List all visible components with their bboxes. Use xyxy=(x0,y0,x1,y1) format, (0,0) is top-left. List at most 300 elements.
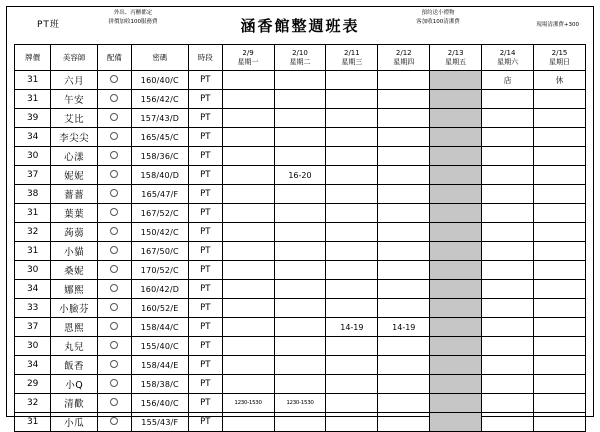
cell-day-2[interactable] xyxy=(326,280,378,299)
cell-day-1[interactable] xyxy=(274,299,326,318)
circle-icon xyxy=(110,113,118,121)
cell-price: 30 xyxy=(15,147,51,166)
cell-price: 33 xyxy=(15,299,51,318)
cell-shift: PT xyxy=(188,185,222,204)
cell-equipment xyxy=(98,109,132,128)
col-header-equip: 配備 xyxy=(98,45,132,71)
cell-price: 29 xyxy=(15,375,51,394)
cell-day-6[interactable] xyxy=(534,166,586,185)
cell-day-6[interactable] xyxy=(534,147,586,166)
cell-day-6[interactable] xyxy=(534,261,586,280)
cell-day-0[interactable] xyxy=(222,356,274,375)
table-row[interactable] xyxy=(15,185,586,204)
cell-day-0[interactable] xyxy=(222,261,274,280)
cell-day-4[interactable] xyxy=(430,223,482,242)
cell-price: 31 xyxy=(15,204,51,223)
cell-name: 桑妮 xyxy=(51,261,98,280)
cell-day-3[interactable] xyxy=(378,375,430,394)
circle-icon xyxy=(110,132,118,140)
cell-password: 157/43/D xyxy=(131,109,188,128)
circle-icon xyxy=(110,151,118,159)
cell-shift: PT xyxy=(188,223,222,242)
cell-name: 薔薔 xyxy=(51,185,98,204)
table-row[interactable] xyxy=(15,109,586,128)
cell-day-6[interactable] xyxy=(534,128,586,147)
cell-day-6[interactable] xyxy=(534,280,586,299)
circle-icon xyxy=(110,170,118,178)
cell-day-4[interactable] xyxy=(430,394,482,413)
cell-day-1[interactable] xyxy=(274,337,326,356)
cell-name: 恩熙 xyxy=(51,318,98,337)
header-left-label: PT班 xyxy=(37,20,60,30)
table-row[interactable] xyxy=(15,71,586,90)
col-header-day-5 xyxy=(482,45,534,71)
cell-day-5[interactable] xyxy=(482,394,534,413)
col-header-day-6 xyxy=(534,45,586,71)
header-note-far-right: 現場清潔費+300 xyxy=(536,22,579,28)
cell-day-4[interactable] xyxy=(430,299,482,318)
cell-day-5[interactable] xyxy=(482,280,534,299)
cell-password: 150/42/C xyxy=(131,223,188,242)
cell-day-4[interactable] xyxy=(430,242,482,261)
cell-name: 心漾 xyxy=(51,147,98,166)
table-row[interactable] xyxy=(15,280,586,299)
cell-price: 37 xyxy=(15,166,51,185)
cell-name: 艾比 xyxy=(51,109,98,128)
cell-day-4[interactable] xyxy=(430,71,482,90)
cell-price: 38 xyxy=(15,185,51,204)
cell-name: 清歡 xyxy=(51,394,98,413)
cell-equipment xyxy=(98,375,132,394)
cell-price: 32 xyxy=(15,394,51,413)
cell-day-4[interactable] xyxy=(430,204,482,223)
cell-shift: PT xyxy=(188,90,222,109)
cell-password: 167/52/C xyxy=(131,204,188,223)
cell-day-3[interactable] xyxy=(378,356,430,375)
cell-equipment xyxy=(98,394,132,413)
cell-equipment xyxy=(98,185,132,204)
table-row[interactable] xyxy=(15,318,586,337)
schedule-table xyxy=(14,44,586,432)
cell-day-3[interactable] xyxy=(378,394,430,413)
cell-day-3[interactable] xyxy=(378,109,430,128)
cell-shift: PT xyxy=(188,147,222,166)
cell-day-3[interactable] xyxy=(378,128,430,147)
cell-day-4[interactable] xyxy=(430,185,482,204)
cell-day-0[interactable] xyxy=(222,337,274,356)
cell-day-1[interactable] xyxy=(274,204,326,223)
col-header-day-4 xyxy=(430,45,482,71)
cell-day-4[interactable] xyxy=(430,280,482,299)
cell-equipment xyxy=(98,223,132,242)
circle-icon xyxy=(110,417,118,425)
cell-name: 娜熙 xyxy=(51,280,98,299)
day-weekday-5: 星期六 xyxy=(497,57,519,66)
cell-day-1[interactable] xyxy=(274,128,326,147)
day-date-6: 2/15 xyxy=(551,48,568,57)
cell-day-5[interactable] xyxy=(482,261,534,280)
col-header-day-0 xyxy=(222,45,274,71)
table-head xyxy=(15,45,586,71)
header-note-right: 預約送小禮物 客加收100清潔費 xyxy=(416,10,460,25)
cell-day-4[interactable] xyxy=(430,318,482,337)
cell-equipment xyxy=(98,337,132,356)
cell-day-4[interactable] xyxy=(430,261,482,280)
cell-day-3[interactable] xyxy=(378,280,430,299)
table-body xyxy=(15,71,586,432)
cell-price: 34 xyxy=(15,280,51,299)
cell-price: 34 xyxy=(15,128,51,147)
cell-equipment xyxy=(98,280,132,299)
cell-equipment xyxy=(98,90,132,109)
cell-name: 小Q xyxy=(51,375,98,394)
cell-day-3[interactable]: 14-19 xyxy=(378,318,430,337)
cell-day-5[interactable] xyxy=(482,223,534,242)
cell-day-0[interactable] xyxy=(222,90,274,109)
cell-day-3[interactable] xyxy=(378,261,430,280)
cell-name: 蒟蒻 xyxy=(51,223,98,242)
circle-icon xyxy=(110,379,118,387)
table-row[interactable] xyxy=(15,166,586,185)
cell-equipment xyxy=(98,128,132,147)
cell-day-5[interactable] xyxy=(482,337,534,356)
cell-day-2[interactable] xyxy=(326,299,378,318)
cell-day-5[interactable] xyxy=(482,166,534,185)
cell-day-2[interactable] xyxy=(326,90,378,109)
cell-day-2[interactable] xyxy=(326,223,378,242)
circle-icon xyxy=(110,303,118,311)
cell-day-6[interactable] xyxy=(534,109,586,128)
cell-password: 158/44/E xyxy=(131,356,188,375)
cell-price: 31 xyxy=(15,242,51,261)
cell-shift: PT xyxy=(188,299,222,318)
cell-day-3[interactable] xyxy=(378,71,430,90)
cell-day-0[interactable] xyxy=(222,318,274,337)
cell-day-2[interactable] xyxy=(326,261,378,280)
page-title: 涵香館整週班表 xyxy=(240,17,360,35)
circle-icon xyxy=(110,360,118,368)
cell-password: 160/52/E xyxy=(131,299,188,318)
cell-day-0[interactable] xyxy=(222,128,274,147)
cell-day-3[interactable] xyxy=(378,90,430,109)
cell-day-1[interactable] xyxy=(274,71,326,90)
cell-equipment xyxy=(98,147,132,166)
cell-day-3[interactable] xyxy=(378,185,430,204)
cell-name: 六月 xyxy=(51,71,98,90)
day-weekday-6: 星期日 xyxy=(549,57,571,66)
cell-day-6[interactable] xyxy=(534,375,586,394)
day-weekday-4: 星期五 xyxy=(445,57,467,66)
cell-day-6[interactable] xyxy=(534,394,586,413)
day-weekday-0: 星期一 xyxy=(237,57,259,66)
cell-equipment xyxy=(98,261,132,280)
cell-day-2[interactable] xyxy=(326,204,378,223)
cell-day-6[interactable] xyxy=(534,413,586,432)
cell-day-5[interactable] xyxy=(482,185,534,204)
cell-password: 160/40/C xyxy=(131,71,188,90)
cell-day-6[interactable] xyxy=(534,204,586,223)
cell-password: 155/43/F xyxy=(131,413,188,432)
cell-name: 李尖尖 xyxy=(51,128,98,147)
cell-day-2[interactable] xyxy=(326,128,378,147)
cell-price: 39 xyxy=(15,109,51,128)
cell-day-1[interactable] xyxy=(274,90,326,109)
day-date-3: 2/12 xyxy=(395,48,412,57)
cell-day-3[interactable] xyxy=(378,413,430,432)
cell-day-4[interactable] xyxy=(430,375,482,394)
cell-day-6[interactable] xyxy=(534,356,586,375)
cell-shift: PT xyxy=(188,166,222,185)
cell-shift: PT xyxy=(188,242,222,261)
circle-icon xyxy=(110,189,118,197)
table-row[interactable] xyxy=(15,147,586,166)
day-date-4: 2/13 xyxy=(447,48,464,57)
table-row[interactable] xyxy=(15,375,586,394)
cell-password: 155/40/C xyxy=(131,337,188,356)
cell-day-0[interactable] xyxy=(222,204,274,223)
cell-shift: PT xyxy=(188,318,222,337)
cell-day-3[interactable] xyxy=(378,166,430,185)
cell-day-6[interactable] xyxy=(534,223,586,242)
cell-day-4[interactable] xyxy=(430,109,482,128)
cell-shift: PT xyxy=(188,413,222,432)
cell-day-5[interactable] xyxy=(482,413,534,432)
day-date-2: 2/11 xyxy=(343,48,360,57)
cell-day-0[interactable] xyxy=(222,280,274,299)
cell-day-6[interactable] xyxy=(534,299,586,318)
cell-day-2[interactable] xyxy=(326,413,378,432)
cell-password: 156/40/C xyxy=(131,394,188,413)
circle-icon xyxy=(110,246,118,254)
cell-day-6[interactable] xyxy=(534,90,586,109)
cell-day-6[interactable] xyxy=(534,242,586,261)
cell-day-0[interactable] xyxy=(222,109,274,128)
cell-day-0[interactable] xyxy=(222,223,274,242)
cell-price: 30 xyxy=(15,337,51,356)
table-row[interactable] xyxy=(15,413,586,432)
day-weekday-3: 星期四 xyxy=(393,57,415,66)
cell-day-2[interactable] xyxy=(326,147,378,166)
cell-day-3[interactable] xyxy=(378,337,430,356)
table-row[interactable] xyxy=(15,356,586,375)
cell-day-1[interactable] xyxy=(274,356,326,375)
cell-name: 葉葉 xyxy=(51,204,98,223)
cell-day-5[interactable] xyxy=(482,318,534,337)
cell-day-1[interactable] xyxy=(274,261,326,280)
cell-price: 34 xyxy=(15,356,51,375)
cell-password: 158/36/C xyxy=(131,147,188,166)
cell-shift: PT xyxy=(188,356,222,375)
cell-day-3[interactable] xyxy=(378,204,430,223)
cell-password: 160/42/D xyxy=(131,280,188,299)
cell-day-2[interactable] xyxy=(326,375,378,394)
document-header xyxy=(7,7,593,43)
cell-name: 小貓 xyxy=(51,242,98,261)
col-header-shift: 時段 xyxy=(188,45,222,71)
table-row[interactable] xyxy=(15,337,586,356)
cell-day-6[interactable] xyxy=(534,337,586,356)
cell-equipment xyxy=(98,166,132,185)
cell-day-0[interactable] xyxy=(222,166,274,185)
day-date-0: 2/9 xyxy=(242,48,254,57)
cell-day-5[interactable]: 店 xyxy=(482,71,534,90)
cell-equipment xyxy=(98,71,132,90)
cell-equipment xyxy=(98,413,132,432)
circle-icon xyxy=(110,227,118,235)
cell-name: 小臉芬 xyxy=(51,299,98,318)
cell-day-0[interactable] xyxy=(222,413,274,432)
cell-day-1[interactable] xyxy=(274,109,326,128)
cell-day-5[interactable] xyxy=(482,90,534,109)
circle-icon xyxy=(110,94,118,102)
circle-icon xyxy=(110,265,118,273)
cell-day-4[interactable] xyxy=(430,356,482,375)
table-row[interactable] xyxy=(15,223,586,242)
cell-shift: PT xyxy=(188,109,222,128)
table-row[interactable] xyxy=(15,204,586,223)
cell-day-1[interactable] xyxy=(274,242,326,261)
cell-day-6[interactable] xyxy=(534,185,586,204)
cell-day-4[interactable] xyxy=(430,166,482,185)
cell-day-2[interactable] xyxy=(326,337,378,356)
col-header-day-3 xyxy=(378,45,430,71)
cell-equipment xyxy=(98,356,132,375)
cell-equipment xyxy=(98,204,132,223)
cell-day-4[interactable] xyxy=(430,413,482,432)
cell-name: 飯香 xyxy=(51,356,98,375)
cell-day-5[interactable] xyxy=(482,204,534,223)
cell-shift: PT xyxy=(188,71,222,90)
cell-day-1[interactable] xyxy=(274,185,326,204)
cell-shift: PT xyxy=(188,261,222,280)
cell-password: 158/38/C xyxy=(131,375,188,394)
table-row[interactable] xyxy=(15,394,586,413)
cell-shift: PT xyxy=(188,204,222,223)
cell-day-0[interactable] xyxy=(222,242,274,261)
cell-day-1[interactable] xyxy=(274,375,326,394)
cell-shift: PT xyxy=(188,280,222,299)
cell-day-2[interactable] xyxy=(326,394,378,413)
header-note-left: 外出、丙櫃都定 拼價加收100服務費 xyxy=(108,10,158,25)
cell-price: 31 xyxy=(15,413,51,432)
table-header-row xyxy=(15,45,586,71)
cell-day-4[interactable] xyxy=(430,147,482,166)
cell-day-0[interactable] xyxy=(222,185,274,204)
cell-day-0[interactable] xyxy=(222,299,274,318)
cell-day-6[interactable] xyxy=(534,318,586,337)
cell-day-2[interactable]: 14-19 xyxy=(326,318,378,337)
cell-day-0[interactable] xyxy=(222,147,274,166)
table-row[interactable] xyxy=(15,261,586,280)
cell-password: 170/52/C xyxy=(131,261,188,280)
col-header-price: 牌價 xyxy=(15,45,51,71)
cell-day-1[interactable] xyxy=(274,280,326,299)
cell-equipment xyxy=(98,299,132,318)
day-weekday-2: 星期三 xyxy=(341,57,363,66)
cell-shift: PT xyxy=(188,337,222,356)
cell-shift: PT xyxy=(188,394,222,413)
cell-day-2[interactable] xyxy=(326,109,378,128)
cell-day-3[interactable] xyxy=(378,147,430,166)
col-header-day-1 xyxy=(274,45,326,71)
cell-day-1[interactable] xyxy=(274,318,326,337)
table-row[interactable] xyxy=(15,242,586,261)
cell-price: 37 xyxy=(15,318,51,337)
col-header-password: 密碼 xyxy=(131,45,188,71)
cell-name: 小瓜 xyxy=(51,413,98,432)
cell-day-1[interactable] xyxy=(274,223,326,242)
cell-password: 158/40/D xyxy=(131,166,188,185)
table-row[interactable] xyxy=(15,299,586,318)
cell-password: 167/50/C xyxy=(131,242,188,261)
day-weekday-1: 星期二 xyxy=(289,57,311,66)
cell-day-2[interactable] xyxy=(326,242,378,261)
cell-day-3[interactable] xyxy=(378,242,430,261)
cell-day-0[interactable]: 1230-1530 xyxy=(222,394,274,413)
cell-day-3[interactable] xyxy=(378,299,430,318)
table-row[interactable] xyxy=(15,128,586,147)
circle-icon xyxy=(110,284,118,292)
cell-name: 妮妮 xyxy=(51,166,98,185)
cell-day-4[interactable] xyxy=(430,337,482,356)
day-date-5: 2/14 xyxy=(499,48,516,57)
cell-day-1[interactable] xyxy=(274,147,326,166)
cell-price: 30 xyxy=(15,261,51,280)
cell-day-1[interactable]: 1230-1530 xyxy=(274,394,326,413)
cell-day-3[interactable] xyxy=(378,223,430,242)
circle-icon xyxy=(110,398,118,406)
table-row[interactable] xyxy=(15,90,586,109)
circle-icon xyxy=(110,322,118,330)
cell-day-1[interactable] xyxy=(274,413,326,432)
cell-day-4[interactable] xyxy=(430,90,482,109)
cell-day-5[interactable] xyxy=(482,128,534,147)
cell-day-6[interactable]: 休 xyxy=(534,71,586,90)
cell-day-1[interactable]: 16-20 xyxy=(274,166,326,185)
cell-name: 丸兒 xyxy=(51,337,98,356)
cell-shift: PT xyxy=(188,375,222,394)
cell-password: 165/45/C xyxy=(131,128,188,147)
cell-day-5[interactable] xyxy=(482,356,534,375)
cell-price: 31 xyxy=(15,90,51,109)
circle-icon xyxy=(110,341,118,349)
cell-day-0[interactable] xyxy=(222,71,274,90)
cell-day-5[interactable] xyxy=(482,242,534,261)
cell-password: 165/47/F xyxy=(131,185,188,204)
cell-price: 31 xyxy=(15,71,51,90)
cell-day-2[interactable] xyxy=(326,71,378,90)
cell-day-2[interactable] xyxy=(326,356,378,375)
cell-day-5[interactable] xyxy=(482,299,534,318)
circle-icon xyxy=(110,208,118,216)
day-date-1: 2/10 xyxy=(292,48,308,57)
cell-day-0[interactable] xyxy=(222,375,274,394)
cell-equipment xyxy=(98,242,132,261)
circle-icon xyxy=(110,75,118,83)
cell-shift: PT xyxy=(188,128,222,147)
cell-name: 午安 xyxy=(51,90,98,109)
cell-password: 156/42/C xyxy=(131,90,188,109)
col-header-day-2 xyxy=(326,45,378,71)
cell-day-5[interactable] xyxy=(482,109,534,128)
cell-equipment xyxy=(98,318,132,337)
cell-day-5[interactable] xyxy=(482,375,534,394)
cell-day-2[interactable] xyxy=(326,185,378,204)
cell-day-2[interactable] xyxy=(326,166,378,185)
cell-price: 32 xyxy=(15,223,51,242)
cell-day-5[interactable] xyxy=(482,147,534,166)
cell-day-4[interactable] xyxy=(430,128,482,147)
